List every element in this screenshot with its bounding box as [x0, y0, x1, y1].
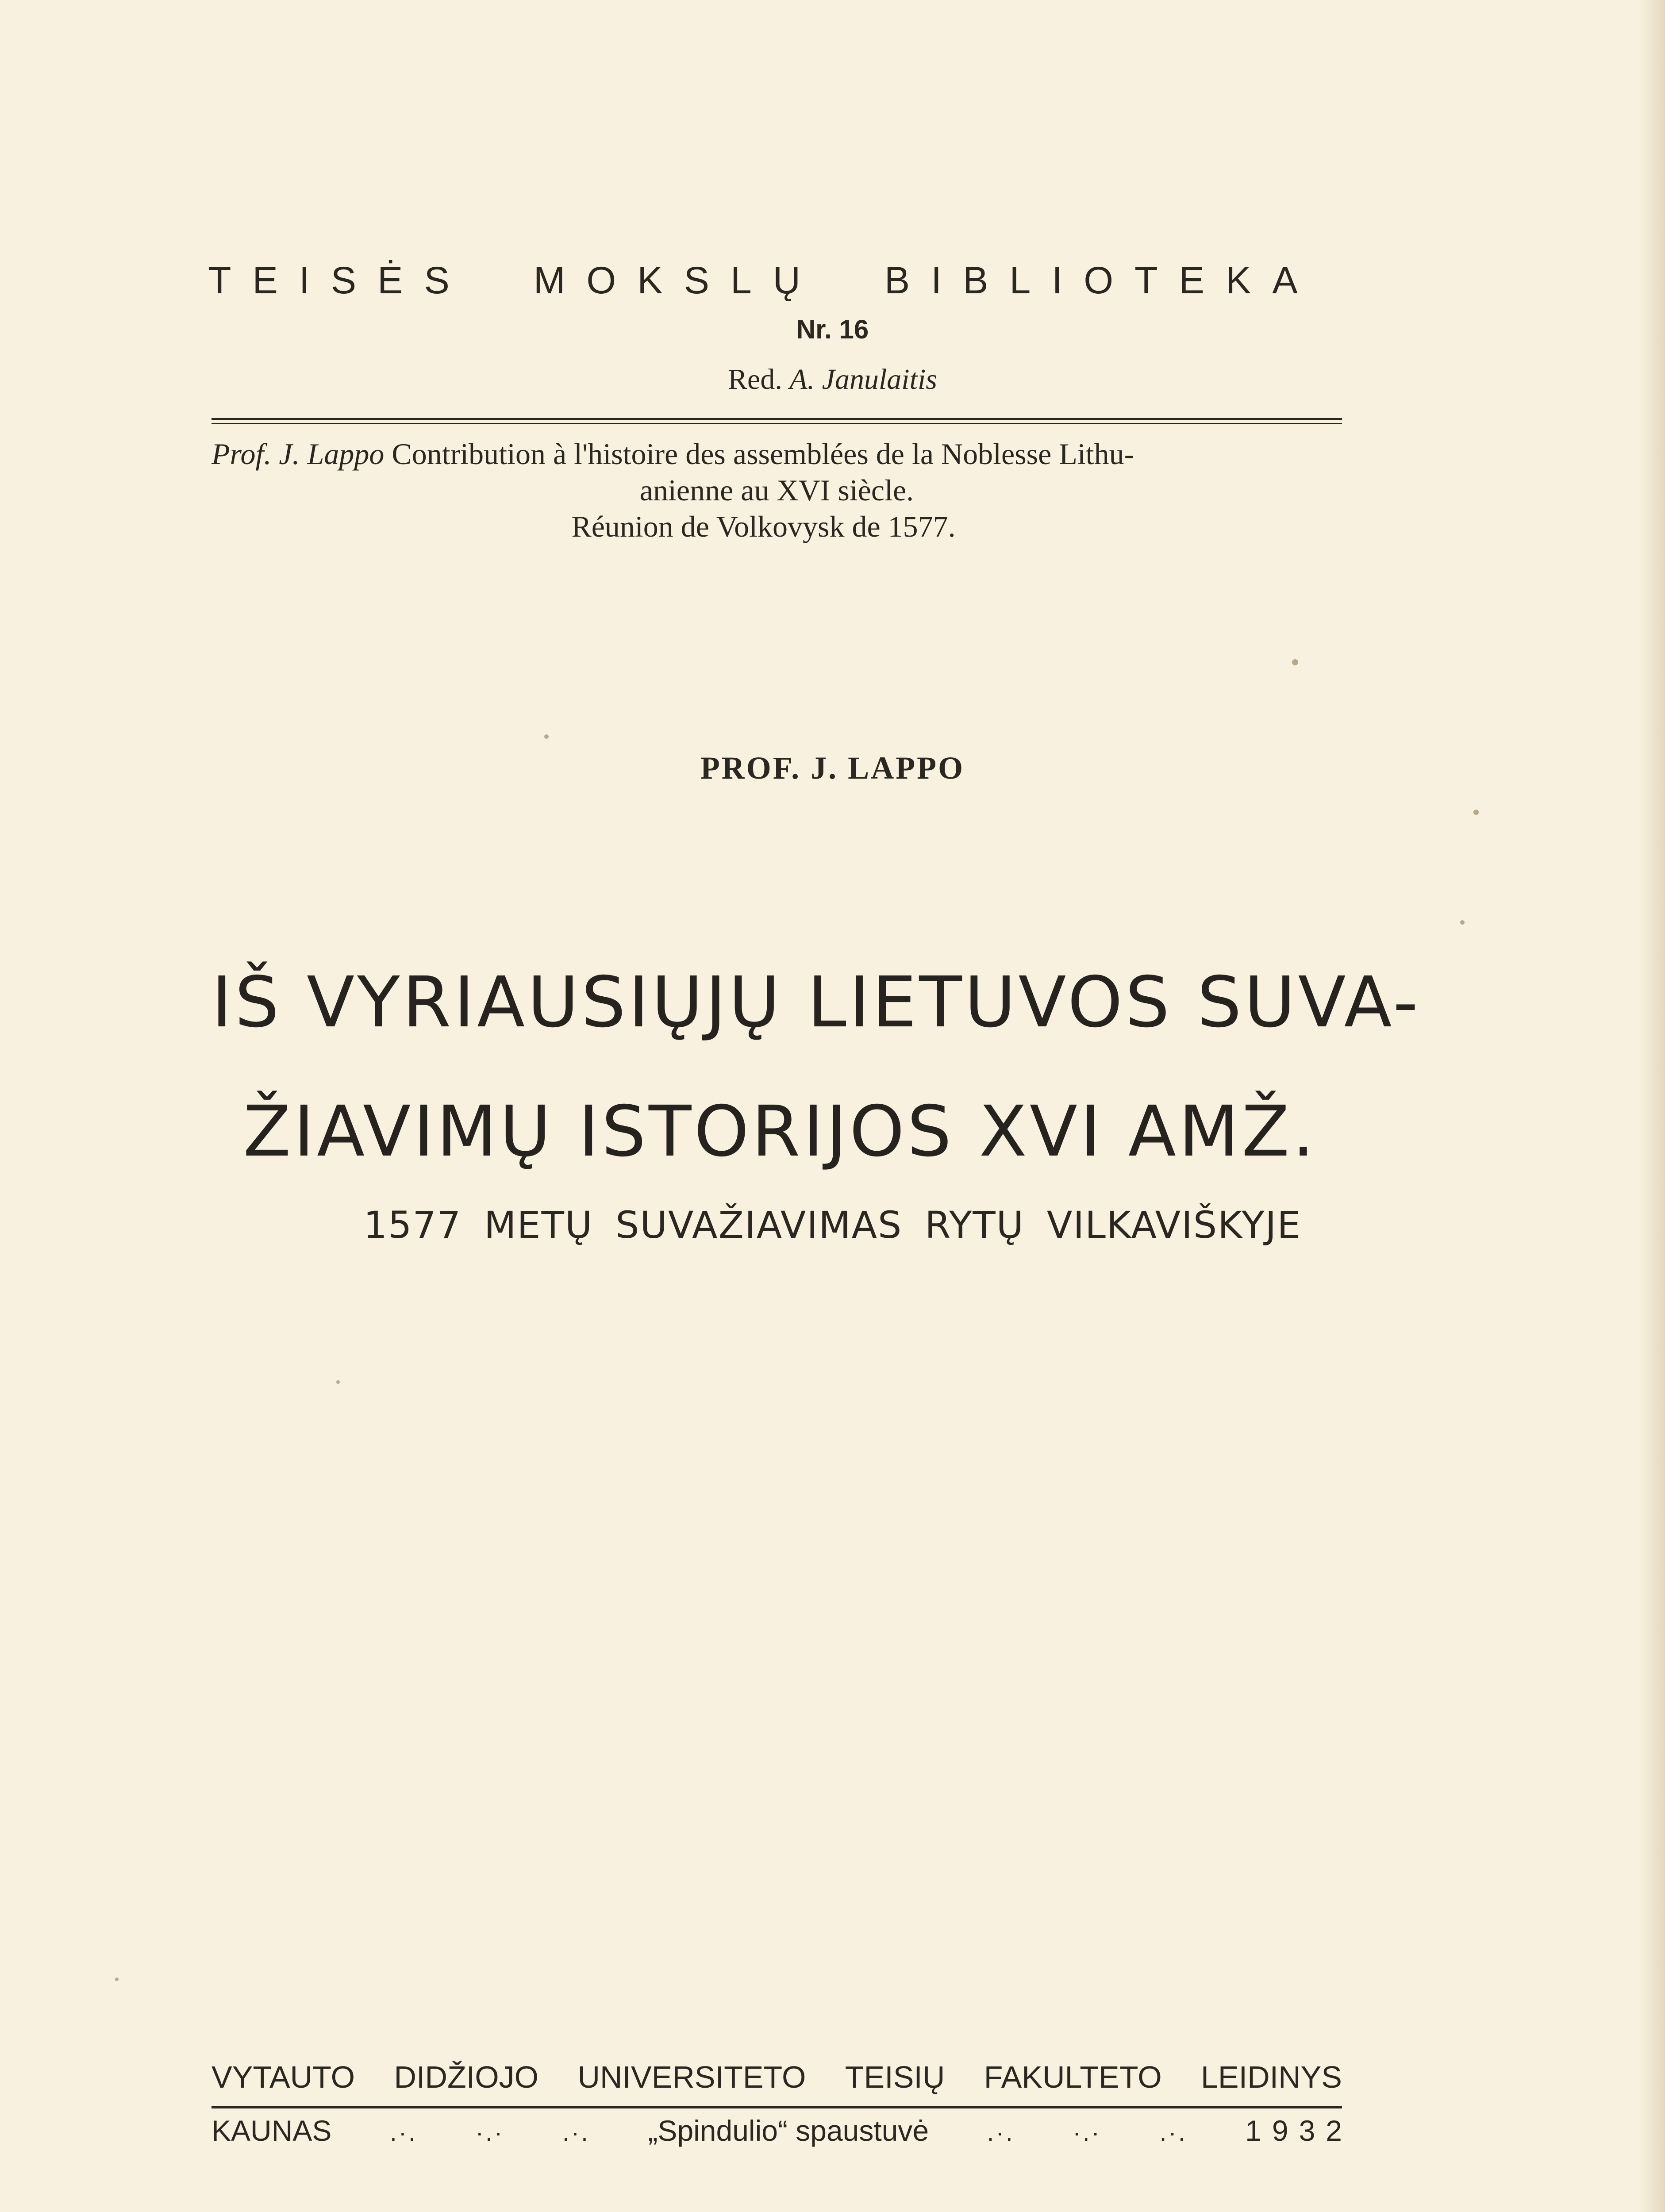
- ornament-dots: .·.: [390, 2118, 417, 2146]
- paper-speck: [544, 734, 549, 739]
- editor-prefix: Red.: [728, 363, 782, 396]
- publisher-word: DIDŽIOJO: [394, 2060, 539, 2094]
- series-number: Nr. 16: [796, 315, 869, 344]
- book-title-line-1: IŠ VYRIAUSIŲJŲ LIETUVOS SUVA-: [211, 962, 1421, 1043]
- ornament-dots: .·.: [1159, 2118, 1187, 2146]
- series-title: TEISĖS MOKSLŲ BIBLIOTEKA: [208, 259, 1319, 302]
- ornament-dots: ·.·: [475, 2118, 504, 2146]
- paper-speck: [1473, 810, 1479, 815]
- imprint-printer: „Spindulio“ spaustuvė: [648, 2114, 929, 2147]
- publisher-word: LEIDINYS: [1201, 2060, 1342, 2094]
- book-author: PROF. J. LAPPO: [700, 750, 965, 786]
- book-title-line-2: ŽIAVIMŲ ISTORIJOS XVI AMŽ.: [243, 1091, 1317, 1172]
- publisher-word: TEISIŲ: [845, 2060, 945, 2094]
- ornament-dots: .·.: [987, 2118, 1015, 2146]
- book-title: [211, 938, 1421, 1196]
- editor-name: A. Janulaitis: [789, 363, 937, 396]
- imprint-city: KAUNAS: [211, 2114, 332, 2147]
- book-subtitle: 1577 METŲ SUVAŽIAVIMAS RYTŲ VILKAVIŠKYJE: [363, 1203, 1302, 1247]
- ornament-dots: .·.: [562, 2118, 590, 2146]
- header-double-rule: [211, 418, 1342, 424]
- contribution-author: Prof. J. Lappo: [211, 437, 385, 471]
- paper-speck: [115, 1978, 119, 1981]
- publisher-word: FAKULTETO: [984, 2060, 1162, 2094]
- publisher-word: VYTAUTO: [211, 2060, 355, 2094]
- imprint-year: 1932: [1245, 2114, 1353, 2147]
- publisher-word: UNIVERSITETO: [577, 2060, 806, 2094]
- paper-speck: [1292, 659, 1298, 665]
- contribution-title-1: Contribution à l'histoire des assemblées de la Noblesse Lithu-: [392, 437, 1134, 471]
- paper-speck: [336, 1380, 340, 1384]
- publisher-rule: [211, 2106, 1342, 2108]
- contribution-title-3: Réunion de Volkovysk de 1577.: [571, 510, 956, 543]
- imprint-line: [211, 2114, 1353, 2147]
- contribution-title-2: anienne au XVI siècle.: [639, 473, 914, 507]
- ornament-dots: ·.·: [1073, 2118, 1102, 2146]
- publisher-line: [211, 2059, 1342, 2095]
- contribution-block: [211, 436, 1342, 545]
- paper-speck: [1460, 920, 1465, 925]
- editor-line: [0, 363, 1665, 396]
- contribution-line-1: [211, 436, 1342, 472]
